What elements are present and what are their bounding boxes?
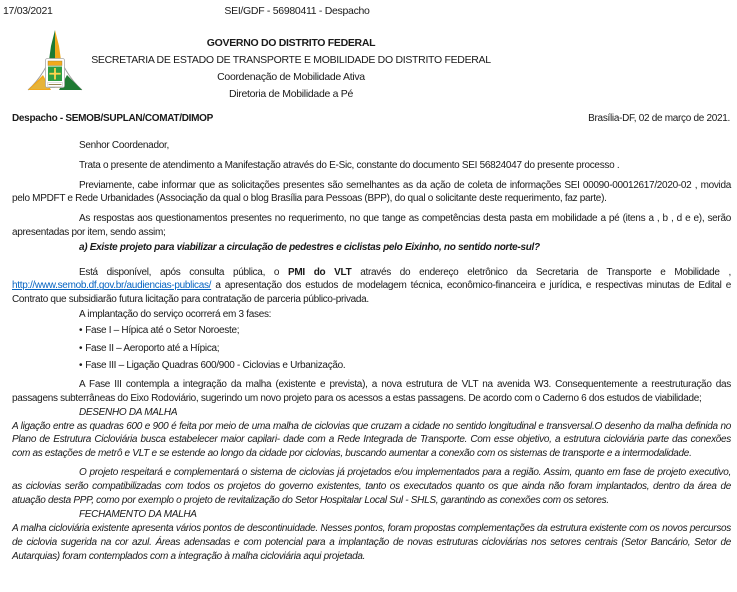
paragraph-desenho-2: O projeto respeitará e complementará o sistema de ciclovias já projetados e/ou implementados para a região. Assim, quanto em fase de projeto executivo, as ciclovias serão compatibilizadas com todos os projetos do governo existentes, tanto os executados quanto os que ainda não foram implantados, dentro da área de atuação desta PPP, como por exemplo o projeto de revitalização do Setor Hospitalar Local Sul - SHLS, garantindo as conexões com os setores.: [12, 466, 731, 506]
bullet-icon: •: [79, 342, 83, 354]
text-run-bold: PMI do VLT: [287, 266, 352, 278]
section-title-fechamento-da-malha: FECHAMENTO DA MALHA: [79, 509, 197, 521]
list-item-label: Fase I – Hípica até o Setor Noroeste;: [85, 324, 240, 336]
question-a: a) Existe projeto para viabilizar a circulação de pedestres e ciclistas pelo Eixinho, no sentido norte-sul?: [79, 241, 540, 253]
paragraph-phases-intro: A implantação do serviço ocorrerá em 3 fases:: [79, 308, 272, 320]
semob-audiencias-publicas-link[interactable]: http://www.semob.df.gov.br/audiencias-publicas/: [12, 280, 212, 292]
paragraph-fase-3-detail: A Fase III contempla a integração da malha (existente e prevista), a nova estrutura de VLT na avenida W3. Consequentemente a reestruturação das passagens subterrâneas do Eixo Rodoviário, sugerindo um novo projeto para os acessos a estas passagens. De acordo com o Caderno 6 dos estudos de viabilidade;: [12, 379, 731, 404]
org-name: GOVERNO DO DISTRITO FEDERAL: [206, 37, 376, 49]
list-item-fase-2: [12, 342, 731, 356]
document-reference: Despacho - SEMOB/SUPLAN/COMAT/DIMOP: [12, 113, 213, 124]
secretariat-name: SECRETARIA DE ESTADO DE TRANSPORTE E MOBILIDADE DO DISTRITO FEDERAL: [91, 54, 491, 66]
text-run: Está disponível, após consulta pública, o: [79, 266, 288, 278]
print-title: SEI/GDF - 56980411 - Despacho: [224, 5, 370, 17]
paragraph-desenho-1: A ligação entre as quadras 600 e 900 é feita por meio de uma malha de ciclovias que cruzam a cidade no sentido longitudinal e transversal.O desenho da malha definida no Plano de Estrutura Cicloviária busca estabelecer maior capilari- dade com a Rede Integrada de Transporte. Com esse objetivo, a estrutura cicloviária parte das conexões com as estações de metrô e VLT e se estende ao longo da cidade por ciclovias, buscando aumentar a conexão com os sistemas de transporte e a intermodalidade.: [12, 420, 731, 460]
text-run: através do endereço eletrônico da Secretaria de Transporte e Mobilidade ,: [360, 266, 731, 278]
text-run: a apresentação dos estudos de modelagem técnica, econômico-financeira e jurídica, e respectivas minutas de Edital e Contrato que subsidiarão futura licitação para contratação de parceria público-privada.: [12, 280, 731, 306]
list-item-fase-1: [12, 324, 731, 338]
bullet-icon: •: [79, 324, 83, 336]
gdf-coat-of-arms-icon: [25, 30, 85, 103]
directorate-name: Diretoria de Mobilidade a Pé: [228, 88, 354, 100]
place-and-date: Brasília-DF, 02 de março de 2021.: [588, 113, 730, 124]
list-item-label: Fase III – Ligação Quadras 600/900 - Ciclovias e Urbanização.: [85, 360, 346, 372]
print-date: 17/03/2021: [3, 5, 53, 17]
list-item-label: Fase II – Aeroporto até a Hípica;: [85, 342, 220, 354]
letterhead: [0, 0, 737, 110]
section-title-desenho-da-malha: DESENHO DA MALHA: [79, 406, 178, 418]
paragraph-intro: Trata o presente de atendimento a Manifestação através do E-Sic, constante do documento SEI 56824047 do presente processo .: [79, 159, 620, 171]
list-item-fase-3: [12, 359, 731, 373]
paragraph-context: Previamente, cabe informar que as solicitações presentes são semelhantes as da ação de coleta de informações SEI 00090-00012617/2020-02 , movida pelo MPDFT e Rede Urbanidades (Associação da qual o blog Brasília para Pessoas (BPP), do qual o solicitante deste requerimento, faz parte).: [12, 179, 731, 205]
paragraph-pmi-vlt: [12, 266, 731, 307]
paragraph-answers: As respostas aos questionamentos presentes no requerimento, no que tange as competências desta pasta em mobilidade a pé (itens a , b , d e e), serão apresentadas por item, sendo assim;: [12, 213, 731, 238]
bullet-icon: •: [79, 360, 83, 372]
document-body: [12, 139, 731, 564]
doc-header-row: [12, 112, 730, 126]
salutation: Senhor Coordenador,: [79, 140, 169, 151]
coordination-name: Coordenação de Mobilidade Ativa: [217, 71, 365, 83]
paragraph-fechamento-1: A malha cicloviária existente apresenta vários pontos de descontinuidade. Nesses pontos, foram propostas complementações da estrutura existente com os novos percursos de ciclovia sugerida na cor azul. Áreas adensadas e com potencial para a implantação de novas estruturas cicloviárias nos setores centrais (Setor Bancário, Setor de Autarquias) foram contemplados com a integração à malha cicloviária aqui projetada.: [12, 523, 731, 562]
